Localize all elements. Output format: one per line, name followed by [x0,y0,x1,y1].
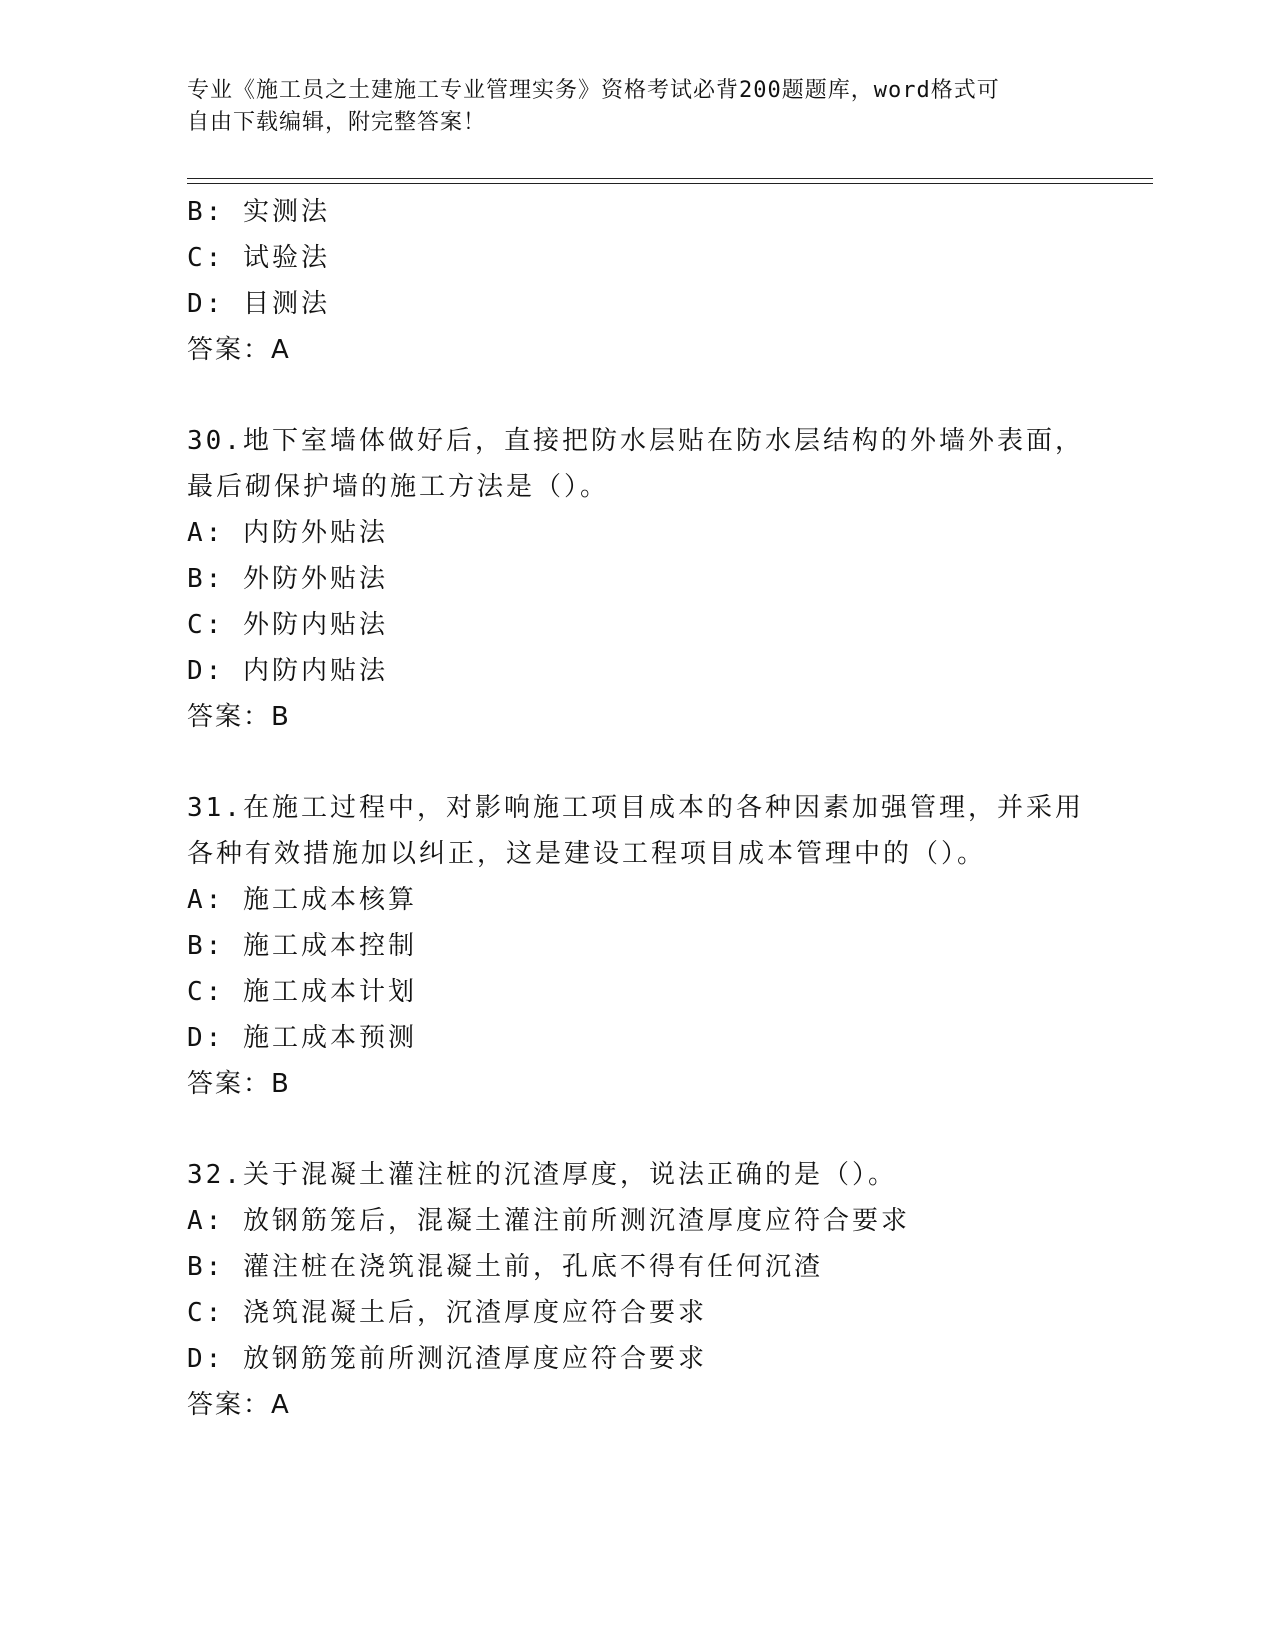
option-c: C: 试验法 [187,243,330,273]
question-30 [187,418,1087,740]
answer: 答案：A [187,335,291,365]
question-31 [187,785,1087,1107]
option-d: D: 内防内贴法 [187,656,388,686]
option-d: D: 目测法 [187,289,330,319]
question-stem-line-1: 30.地下室墙体做好后，直接把防水层贴在防水层结构的外墙外表面， [187,426,1084,456]
option-b: B: 施工成本控制 [187,931,417,961]
header-line-1: 专业《施工员之土建施工专业管理实务》资格考试必背200题题库，word格式可 [187,78,1000,103]
option-d: D: 施工成本预测 [187,1023,417,1053]
question-stem-line-2: 最后砌保护墙的施工方法是（）。 [187,472,610,502]
header-line-2: 自由下载编辑，附完整答案！ [187,110,487,135]
option-b: B: 实测法 [187,197,330,227]
option-c: C: 外防内贴法 [187,610,388,640]
question-stem-line-2: 各种有效措施加以纠正，这是建设工程项目成本管理中的（）。 [187,839,987,869]
option-c: C: 施工成本计划 [187,977,417,1007]
option-d: D: 放钢筋笼前所测沉渣厚度应符合要求 [187,1344,707,1374]
option-a: A: 内防外贴法 [187,518,388,548]
option-a: A: 放钢筋笼后，混凝土灌注前所测沉渣厚度应符合要求 [187,1206,910,1236]
question-list [187,189,1087,1428]
header-divider-top [187,178,1153,179]
question-32 [187,1152,1087,1428]
question-stem-line-1: 32.关于混凝土灌注桩的沉渣厚度，说法正确的是（）。 [187,1160,897,1190]
answer: 答案：A [187,1390,291,1420]
option-b: B: 灌注桩在浇筑混凝土前，孔底不得有任何沉渣 [187,1252,823,1282]
question-stem-line-1: 31.在施工过程中，对影响施工项目成本的各种因素加强管理，并采用 [187,793,1084,823]
page-header [187,75,1087,139]
option-b: B: 外防外贴法 [187,564,388,594]
answer: 答案：B [187,702,291,732]
option-a: A: 施工成本核算 [187,885,417,915]
question-29-continued [187,189,1087,373]
answer: 答案：B [187,1069,291,1099]
option-c: C: 浇筑混凝土后，沉渣厚度应符合要求 [187,1298,707,1328]
header-divider-bottom [187,183,1153,184]
